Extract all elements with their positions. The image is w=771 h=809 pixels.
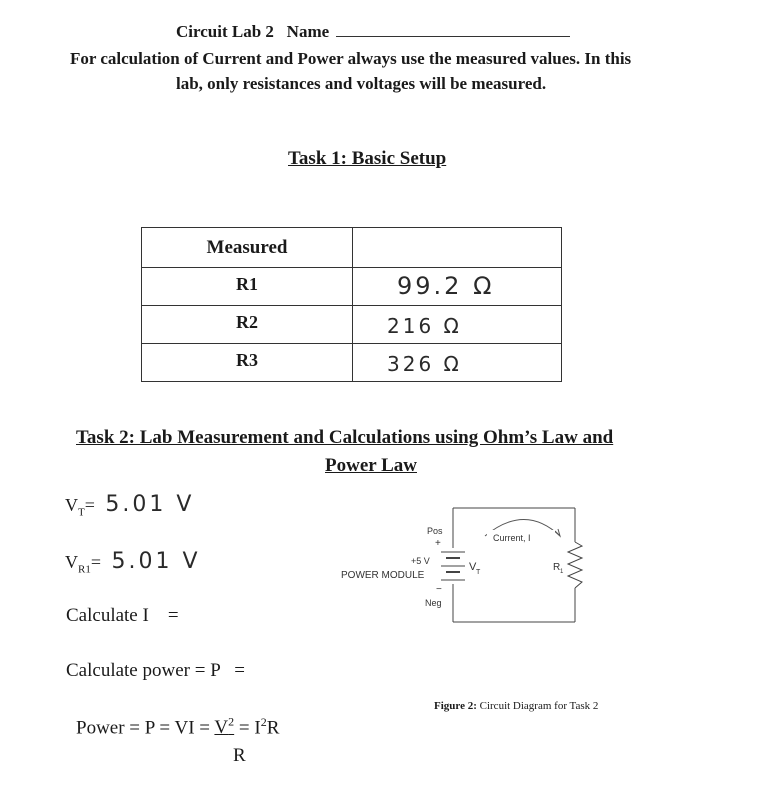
power-formula — [76, 715, 279, 739]
doc-title: Circuit Lab 2 — [176, 22, 274, 41]
table-row — [142, 344, 562, 382]
vt-diagram-sub: T — [476, 569, 481, 576]
vt-diagram-label: V — [469, 561, 477, 573]
table-row — [142, 268, 562, 306]
row-value-r1: 99.2 Ω — [397, 272, 495, 300]
circuit-svg — [335, 498, 635, 638]
vr1-field — [65, 549, 201, 576]
calculate-current: Calculate I = — [66, 605, 179, 626]
row-label-r2: R2 — [142, 306, 353, 344]
measurement-table — [141, 227, 562, 382]
vt-value: 5.01 V — [105, 492, 195, 517]
formula-numerator-v: V — [214, 717, 229, 739]
formula-denominator: R — [233, 745, 246, 766]
formula-numerator-sup: 2 — [228, 715, 235, 729]
formula-prefix: Power = P = VI = — [76, 717, 215, 739]
vt-field — [65, 492, 194, 519]
task2-heading-line-1: Task 2: Lab Measurement and Calculations using Ohm’s Law and — [76, 427, 614, 448]
neg-label: Neg — [425, 598, 442, 608]
minus-sign: − — [436, 584, 442, 595]
vr1-label-sub: R1 — [78, 563, 91, 576]
vt-eq: = — [84, 495, 95, 515]
resistor-icon — [568, 542, 582, 588]
name-blank-line[interactable] — [336, 22, 570, 37]
task1-heading: Task 1: Basic Setup — [288, 148, 447, 169]
row-value-r2: 216 Ω — [387, 314, 462, 338]
name-label: Name — [286, 22, 330, 41]
pos-label: Pos — [427, 526, 443, 536]
figure-caption-label: Figure 2: — [434, 700, 477, 712]
current-label: Current, I — [493, 533, 531, 543]
vr1-value: 5.01 V — [111, 549, 201, 574]
r1-diagram-label: R — [553, 562, 561, 573]
row-value-cell[interactable] — [353, 268, 562, 306]
formula-suffix-r: R — [266, 717, 280, 739]
instructions-line-2: lab, only resistances and voltages will be measured. — [176, 74, 547, 93]
row-value-cell[interactable] — [353, 344, 562, 382]
row-value-cell[interactable] — [353, 306, 562, 344]
voltage-label: +5 V — [411, 556, 430, 566]
calculate-power: Calculate power = P = — [66, 660, 246, 681]
instructions-line-1: For calculation of Current and Power always use the measured values. In this — [70, 49, 632, 68]
module-label: POWER MODULE — [341, 570, 425, 581]
r1-diagram-sub: 1 — [560, 569, 564, 575]
vt-label-sub: T — [78, 506, 85, 519]
row-label-r3: R3 — [142, 344, 353, 382]
row-value-r3: 326 Ω — [387, 352, 462, 376]
table-header-measured: Measured — [142, 228, 353, 268]
row-label-r1: R1 — [142, 268, 353, 306]
plus-sign: + — [435, 538, 441, 549]
task2-heading-line-2: Power Law — [325, 455, 417, 476]
battery-icon — [441, 552, 465, 580]
header-line — [176, 22, 570, 42]
formula-suffix-eq: = I — [234, 717, 261, 739]
figure-caption — [434, 700, 598, 712]
figure-caption-text: Circuit Diagram for Task 2 — [476, 700, 599, 712]
table-row — [142, 306, 562, 344]
table-header-empty — [353, 228, 562, 268]
formula-suffix-sup: 2 — [260, 715, 267, 729]
formula-fraction-numerator — [214, 717, 234, 738]
circuit-diagram — [335, 498, 635, 638]
vr1-label: V — [65, 552, 78, 572]
vt-label: V — [65, 495, 78, 515]
vr1-eq: = — [90, 552, 101, 572]
